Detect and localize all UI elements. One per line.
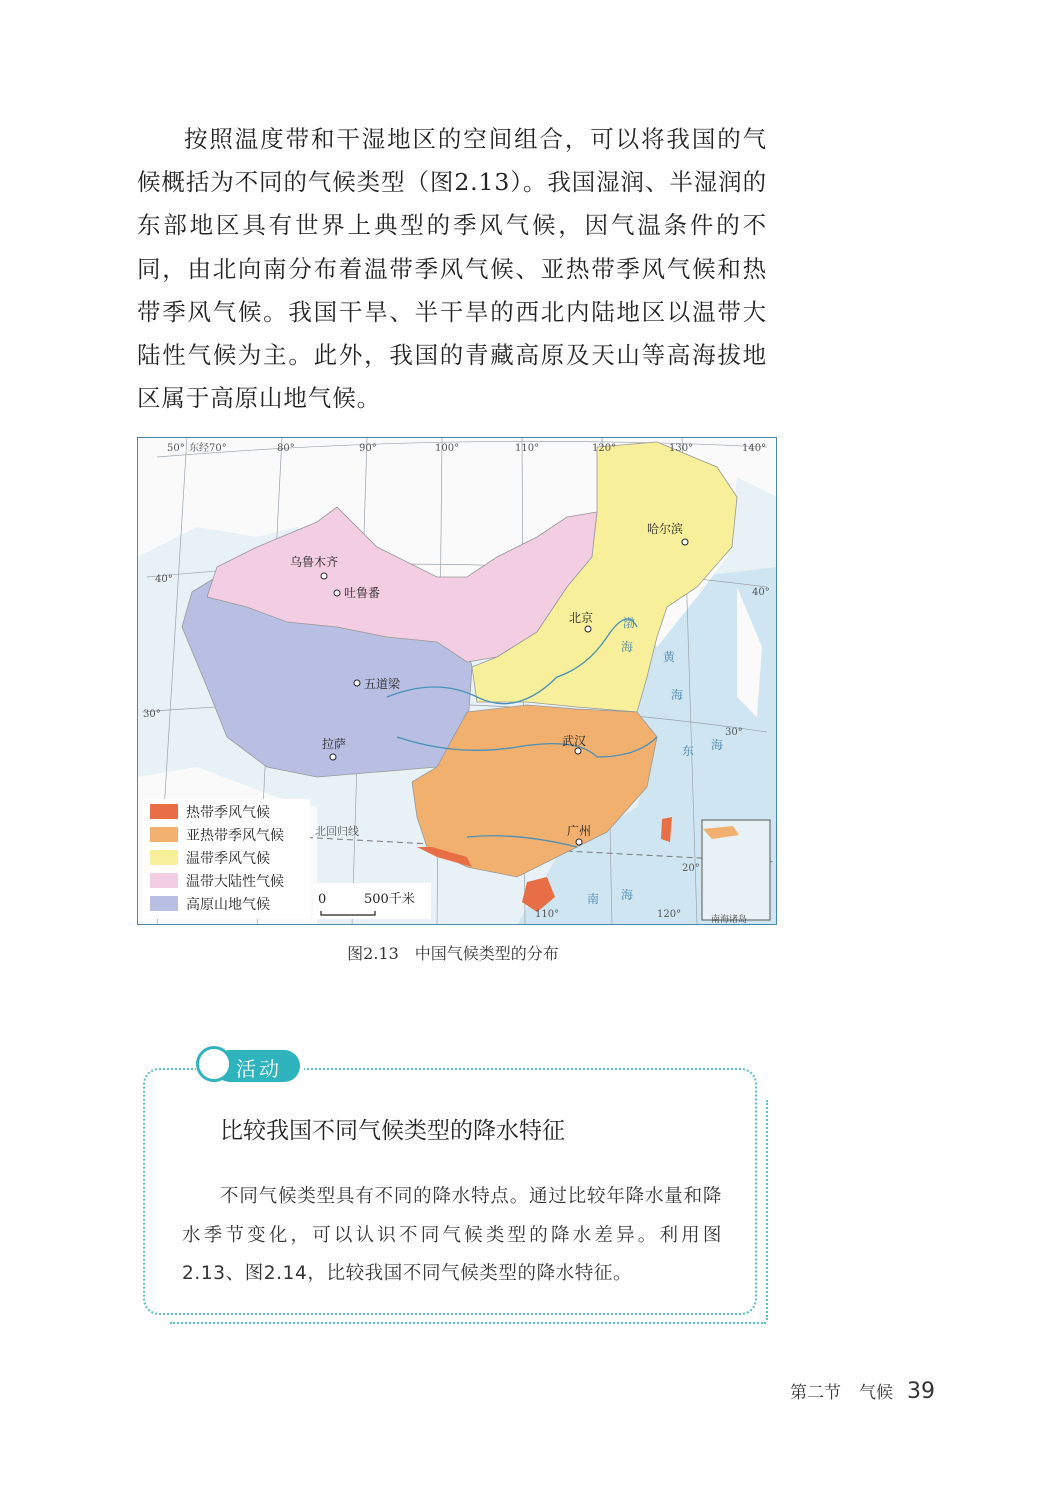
footer-section: 第二节 bbox=[790, 1383, 841, 1403]
legend-label: 亚热带季风气候 bbox=[186, 828, 284, 844]
activity-box-shadow bbox=[766, 1100, 768, 1320]
lat-label: 30° bbox=[725, 727, 743, 738]
city-label: 五道梁 bbox=[364, 677, 401, 691]
activity-icon bbox=[196, 1046, 232, 1082]
activity-badge-label: 活动 bbox=[236, 1057, 282, 1081]
city-label: 哈尔滨 bbox=[647, 522, 684, 536]
svg-text:南海诸岛: 南海诸岛 bbox=[711, 915, 748, 925]
lat-label: 40° bbox=[752, 587, 770, 598]
city-dot bbox=[576, 839, 582, 845]
lon-label: 140° bbox=[742, 443, 767, 454]
lon-label: 120° bbox=[657, 909, 682, 920]
sea-label: 海 bbox=[671, 688, 684, 702]
figure-caption: 图2.13 中国气候类型的分布 bbox=[347, 944, 559, 963]
activity-body bbox=[182, 1178, 722, 1294]
sea-label: 海 bbox=[711, 738, 724, 752]
svg-text:500千米: 500千米 bbox=[364, 892, 415, 907]
inset-south-sea bbox=[702, 820, 770, 925]
lon-label: 110° bbox=[515, 443, 540, 454]
page-footer bbox=[790, 1378, 935, 1404]
sea-label: 南 bbox=[587, 892, 600, 906]
climate-map bbox=[137, 437, 777, 925]
lat-label: 30° bbox=[143, 709, 161, 720]
footer-topic: 气候 bbox=[859, 1383, 893, 1403]
scale-bar bbox=[313, 883, 431, 919]
lon-label: 80° bbox=[277, 443, 295, 454]
paragraph-text: 按照温度带和干湿地区的空间组合，可以将我国的气候概括为不同的气候类型（图2.13）。我国湿润、半湿润的东部地区具有世界上典型的季风气候，因气温条件的不同，由北向南分布着温带季风气候、亚热带季风气候和热带季风气候。我国干旱、半干旱的西北内陆地区以温带大陆性气候为主。此外，我国的青藏高原及天山等高海拔地区属于高原山地气候。 bbox=[137, 125, 767, 413]
activity-title: 比较我国不同气候类型的降水特征 bbox=[220, 1118, 565, 1144]
sea-label: 黄 bbox=[663, 650, 676, 664]
city-dot bbox=[682, 539, 688, 545]
city-dot bbox=[585, 626, 591, 632]
sea-label: 海 bbox=[621, 640, 634, 654]
city-label: 广州 bbox=[567, 824, 592, 838]
city-label: 吐鲁番 bbox=[344, 586, 381, 600]
lon-label: 50° bbox=[167, 443, 185, 454]
map-legend bbox=[142, 799, 310, 919]
page-number: 39 bbox=[907, 1379, 935, 1404]
lat-label: 20° bbox=[682, 863, 700, 874]
sea-label: 海 bbox=[621, 888, 634, 902]
body-paragraph bbox=[137, 118, 767, 420]
city-dot bbox=[330, 754, 336, 760]
city-dot bbox=[334, 590, 340, 596]
city-label: 乌鲁木齐 bbox=[290, 555, 339, 569]
activity-text: 不同气候类型具有不同的降水特点。通过比较年降水量和降水季节变化，可以认识不同气候类型的降水差异。利用图2.13、图2.14，比较我国不同气候类型的降水特征。 bbox=[182, 1186, 722, 1285]
lon-label: 120° bbox=[592, 443, 617, 454]
lon-label: 110° bbox=[535, 909, 560, 920]
svg-text:0: 0 bbox=[318, 892, 327, 907]
city-label: 武汉 bbox=[562, 734, 587, 748]
legend-label: 热带季风气候 bbox=[186, 805, 270, 821]
sea-label: 东 bbox=[682, 744, 695, 758]
lat-label: 40° bbox=[155, 574, 173, 585]
activity-badge bbox=[196, 1042, 304, 1082]
city-label: 拉萨 bbox=[322, 737, 347, 751]
legend-label: 温带季风气候 bbox=[186, 851, 270, 867]
city-label: 北京 bbox=[569, 611, 594, 625]
lon-label: 东经70° bbox=[189, 443, 227, 454]
lon-label: 90° bbox=[359, 443, 377, 454]
lon-label: 100° bbox=[435, 443, 460, 454]
legend-label: 温带大陆性气候 bbox=[186, 874, 284, 890]
legend-label: 高原山地气候 bbox=[186, 897, 270, 913]
activity-box-shadow bbox=[170, 1322, 766, 1324]
tropic-label: 北回归线 bbox=[315, 825, 359, 838]
city-dot bbox=[575, 748, 581, 754]
sea-label: 渤 bbox=[623, 616, 636, 630]
city-dot bbox=[354, 680, 360, 686]
city-dot bbox=[321, 573, 327, 579]
lon-label: 130° bbox=[669, 443, 694, 454]
